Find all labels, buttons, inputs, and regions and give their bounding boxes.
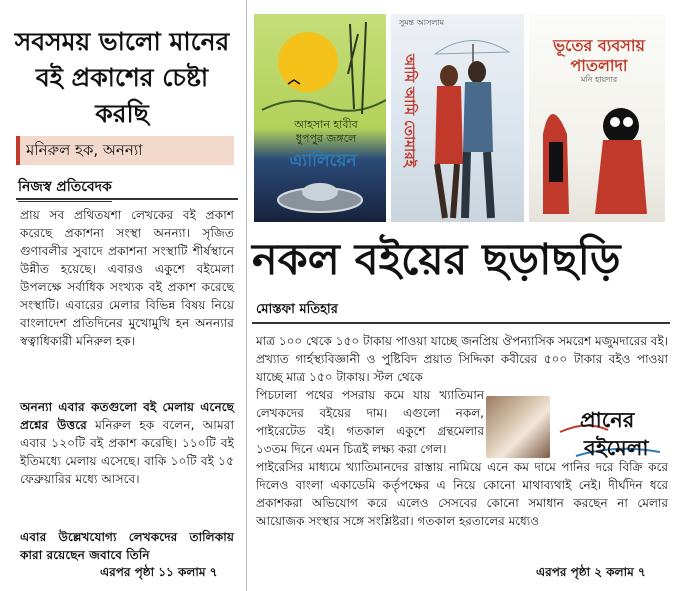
right-headline: নকল বইয়ের ছড়াছড়ি — [252, 235, 621, 285]
left-continued: এরপর পৃষ্ঠা ১১ কলাম ৭ — [100, 565, 218, 579]
cover-2-author: সুমন্ত আসলাম — [399, 18, 445, 27]
left-paragraph-2 — [20, 398, 234, 488]
column-divider — [246, 0, 247, 591]
right-divider — [252, 322, 670, 324]
right-continued: এরপর পৃষ্ঠা ২ কলাম ৭ — [536, 565, 646, 579]
left-headline: সবসময় ভালো মানের বই প্রকাশের চেষ্টা করছি — [14, 27, 230, 128]
ghost-head-icon — [603, 108, 639, 144]
cover-1-title-line1: ধুপপুর জঙ্গলে — [295, 132, 357, 145]
book-cover-2 — [391, 14, 524, 222]
right-paragraph-3: পাইরেসির মাধ্যমে খ্যাতিমানদের রাস্তায় নামিয়ে এনে কম দামে পানির দরে বিক্রি করে দিলেও বাংলা একাডেমি কর্তৃপক্ষের এ নিয়ে কোনো মাথাব্যথাই নেই। দীর্ঘদিন ধরে প্রকাশকরা অভিযোগ করে এলেও সেসবের কোনো সমাধান করছেন না মেলার আয়োজক সংস্থার সঙ্গে সংশ্লিষ্টরা। গতকাল হরতালের মধ্যেও — [256, 460, 668, 528]
right-paragraph-2: পিচঢালা পথের পসরায় কমে যায় খ্যাতিমান লেখকদের বইয়ের দাম। এগুলো নকল, পাইরেটেড বই। গতকাল একুশে গ্রন্থমেলার ১৩তম দিনে এমন চিত্রই লক্ষ্য করা গেল। — [256, 388, 484, 456]
umbrella-icon — [435, 40, 509, 54]
fair-logo-line1: প্রানের — [580, 407, 635, 432]
left-question-2: এবার উল্লেখযোগ্য লেখকদের তালিকায় কারা রয়েছেন জবাবে তিনি — [20, 530, 234, 562]
left-divider — [16, 198, 238, 200]
left-paragraph-1: প্রায় সব প্রথিতযশা লেখকের বই প্রকাশ করেছে প্রকাশনা সংস্থা অনন্যা। সৃজিত গুণাবলীর সুবাদে প্রকাশনা সংস্থাটি শীর্ষস্থানে উন্নীত হয়েছে। এবারও একুশে বইমেলা উপলক্ষে সর্বাধিক সংখ্যক বই প্রকাশ করেছে সংস্থাটি। এবারের মেলার বিভিন্ন বিষয় নিয়ে বাংলাদেশ প্রতিদিনের মুখোমুখি হন অনন্যার স্বত্বাধিকারী মনিরুল হক। — [20, 208, 234, 348]
left-question-1: অনন্যা এবার কতগুলো বই মেলায় এনেছে প্রশ্নের উত্তরে — [20, 400, 234, 432]
right-paragraph-1: মাত্র ১০০ থেকে ১৫০ টাকায় পাওয়া যাচ্ছে জনপ্রিয় ঔপন্যাসিক সমরেশ মজুমদারের বই। প্রখ্যাত গার্হস্থ্যবিজ্ঞানী ও পুষ্টিবিদ প্রয়াত সিদ্দিকা কবীরের ৫০০ টাকার বইও পাওয়া যাচ্ছে মাত্র ১৫০ টাকায়। স্টল থেকে — [256, 334, 668, 384]
book-cover-3 — [529, 14, 665, 222]
cover-2-title: আমি আমি তোমারই — [401, 54, 417, 168]
right-byline: মোস্তফা মতিহার — [256, 302, 338, 317]
left-article — [0, 0, 246, 591]
cover-3-title: ভূতের ব্যবসায় পাতলাদা — [553, 36, 645, 75]
left-reporter: নিজস্ব প্রতিবেদক — [18, 175, 112, 202]
left-byline: মনিরুল হক, অনন্যা — [16, 136, 234, 165]
fair-logo-line2: বইমেলা — [584, 435, 649, 460]
sun-icon — [278, 32, 338, 92]
book-cover-1 — [254, 14, 386, 222]
cover-3-author: মনি হায়দার — [580, 75, 618, 84]
left-answer-1: মনিরুল হক বলেন, আমরা এবার ১২০টি বই প্রকাশ করেছি। ১১০টি বই ইতিমধ্যে মেলায় এসেছে। বাকি ১০টি বই ১৫ ফেব্রুয়ারির মধ্যে আসবে। — [20, 418, 234, 486]
fair-photo — [486, 396, 550, 458]
cover-1-author: আহসান হাবীব — [294, 118, 358, 131]
cover-1-title-line2: এ্যালিয়েন — [289, 151, 357, 171]
